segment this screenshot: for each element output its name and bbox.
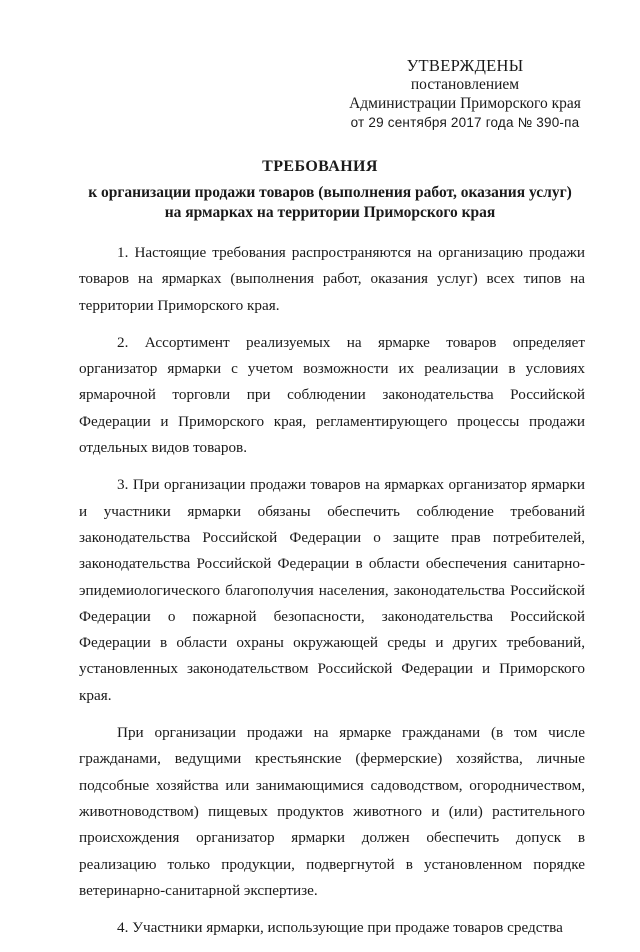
approval-title: УТВЕРЖДЕНЫ [406, 56, 524, 75]
document-title: ТРЕБОВАНИЯ [262, 158, 378, 175]
approval-stamp [340, 56, 590, 132]
approval-line-1: постановлением [410, 76, 520, 93]
document-body [79, 240, 585, 952]
approval-line-2: Администрации Приморского края [349, 95, 581, 112]
paragraph-4: 4. Участники ярмарки, использующие при продаже товаров средства [117, 919, 563, 937]
approval-date-line: от 29 сентября 2017 года № 390-па [350, 115, 580, 130]
paragraph-2: 2. Ассортимент реализуемых на ярмарке товаров определяет организатор ярмарки с учетом возможности их реализации в условиях ярмарочной торговли при соблюдении законодательства Российской Федерации и Приморского края, регламентирующего процессы продажи отдельных видов товаров. [79, 333, 585, 457]
paragraph-3-continued: При организации продажи на ярмарке гражданами (в том числе гражданами, ведущими крестьянские (фермерские) хозяйства, личные подсобные хозяйства или занимающимися садоводством, огородничеством, животноводством) пищевых продуктов животного и (или) растительного происхождения организатор ярмарки должен обеспечить допуск в реализацию только продукции, подвергнутой в установленном порядке ветеринарно-санитарной экспертизе. [79, 724, 585, 899]
paragraph-1: 1. Настоящие требования распространяются на организацию продажи товаров на ярмарках (выполнения работ, оказания услуг) всех типов на территории Приморского края. [79, 244, 585, 314]
document-subtitle: к организации продажи товаров (выполнения работ, оказания услуг) на ярмарках на территории Приморского края [88, 184, 572, 221]
paragraph-3: 3. При организации продажи товаров на ярмарках организатор ярмарки и участники ярмарки обязаны обеспечить соблюдение требований законодательства Российской Федерации о защите прав потребителей, законодательства Российской Федерации в области обеспечения санитарно-эпидемиологического благополучия населения, законодательства Российской Федерации о пожарной безопасности, законодательства Российской Федерации в области охраны окружающей среды и других требований, установленных законодательством Российской Федерации и Приморского края. [79, 476, 585, 704]
